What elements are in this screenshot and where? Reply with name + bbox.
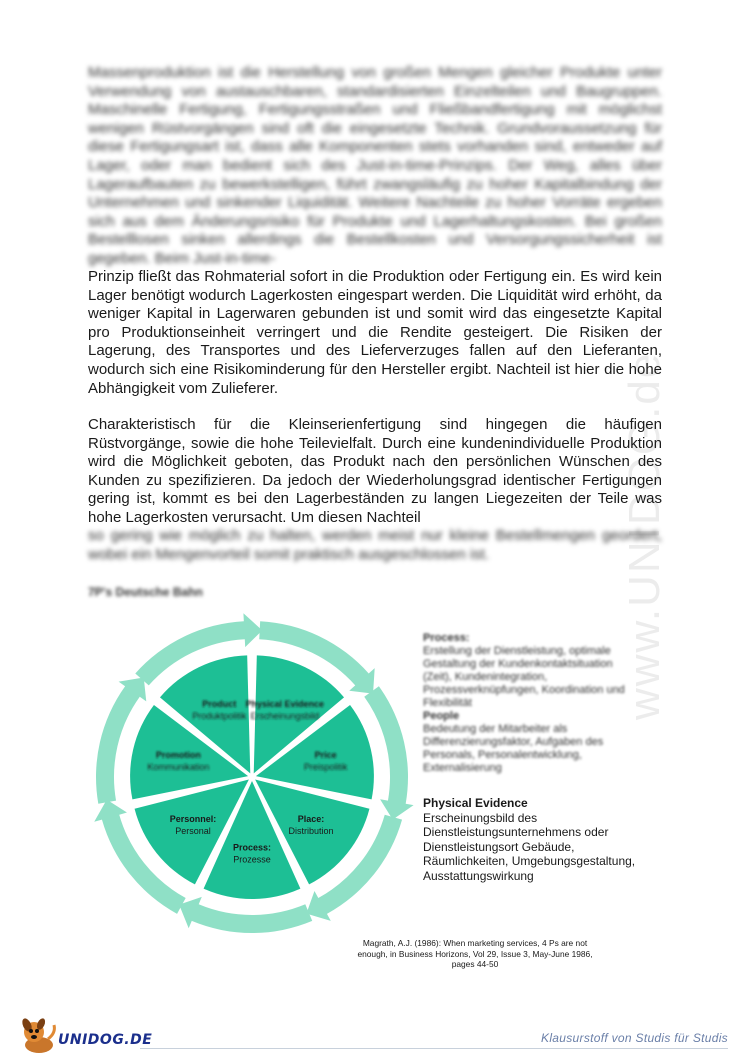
segment-title: Physical Evidence [245, 698, 325, 709]
legend-people-heading: People [423, 710, 460, 722]
legend-physical-text: Erscheinungsbild des Dienstleistungsunternehmens oder Dienstleistungsort Gebäude, Räumlichkeiten, Umgebungsgestaltung, Ausstattungswirkung [423, 810, 636, 883]
cycle-arrow-segment [364, 686, 413, 819]
segment-title: Process: [232, 842, 272, 853]
segment-title: Product [202, 698, 237, 709]
kleinserie-blurred-paragraph: so gering wie möglich zu halten, werden meist nur kleine Bestellmengen geordert, wobei ein Mengenvorteil somit praktisch ausgeschlossen ist. [88, 527, 662, 563]
legend-process-text: Erstellung der Dienstleistung, optimale Gestaltung der Kundenkontaktsituation (Zeit), Kundenintegration, Prozessverknüpfungen, Koordination und Flexibilität [423, 645, 625, 709]
segment-subtitle: Prozesse [233, 854, 271, 865]
kleinserie-paragraph: Charakteristisch für die Kleinserienfertigung sind hingegen die häufigen Rüstvorgänge, sowie die hohe Teilevielfalt. Durch eine kundenindividuelle Produktion wird die Möglichkeit geboten, das Produkt nach den persönlichen Wünschen des Kunden zu spezifizieren. Da jedoch der Wiederholungsgrad identischer Fertigungen gering ist, kommt es bei den Lagerbeständen zu langen Liegezeiten der Teile was hohe Lagerkosten verursacht. Um diesen Nachteil [88, 416, 662, 526]
legend-physical-heading: Physical Evidence [423, 796, 528, 810]
segment-title: Price [314, 750, 337, 761]
segment-title: Personnel: [169, 814, 217, 825]
segment-subtitle: Personal [175, 826, 211, 837]
citation: Magrath, A.J. (1986): When marketing services, 4 Ps are not enough, in Business Horizons, Vol 29, Issue 3, May-June 1986, pages 44-50 [357, 938, 593, 969]
legend-process-heading: Process: [423, 632, 470, 644]
segment-subtitle: Distribution [288, 826, 334, 837]
intro-paragraph: Prinzip fließt das Rohmaterial sofort in die Produktion oder Fertigung ein. Es wird kein Lager benötigt wodurch Lagerkosten eingespart werden. Die Liquidität wird erhöht, da weniger Kapital in Lagerwaren gebunden ist und somit wird das eingesetzte Kapital pro Produktionseinheit verringert und die Rendite gesteigert. Die Risiken der Lagerung, des Transportes und des Lieferverzuges fallen auf den Lieferanten, wodurch sich eine Risikominderung für den Hersteller ergibt. Nachteil ist hier die hohe Abhängigkeit vom Zulieferer. [88, 268, 662, 397]
segment-subtitle: Kommunikation [147, 762, 210, 773]
legend-physical-evidence [423, 796, 638, 883]
segment-subtitle: Preispolitik [303, 762, 348, 773]
segment-title: Place: [297, 814, 325, 825]
logo-text: UNIDOG.DE [58, 1032, 153, 1048]
legend-people-text: Bedeutung der Mitarbeiter als Differenzierungsfaktor, Aufgaben des Personals, Personalentwicklung, Externalisierung [423, 723, 604, 774]
seven-ps-diagram [80, 605, 425, 950]
segment-subtitle: Produktpolitik [192, 710, 247, 721]
footer-divider [140, 1048, 728, 1049]
cycle-arrow-segment [179, 897, 312, 933]
footer-tagline: Klausurstoff von Studis für Studis [541, 1031, 728, 1045]
segment-title: Promotion [155, 750, 201, 761]
legend-blurred-block [423, 632, 633, 775]
section-heading: 7P's Deutsche Bahn [88, 585, 203, 599]
watermark-text: www.UNIDOG.de [620, 351, 669, 720]
segment-subtitle: Erscheinungsbild [250, 710, 320, 721]
intro-blurred-paragraph: Massenproduktion ist die Herstellung von großen Mengen gleicher Produkte unter Verwendung von austauschbaren, standardisierten Einzelteilen und Baugruppen. Maschinelle Fertigung, Fertigungsstraßen und Fließbandfertigung mit möglichst wenigen Rüstvorgängen sind oft die eingesetzte Technik. Grundvoraussetzung für diese Fertigungsart ist, dass alle Komponenten stets vorhanden sind, entweder auf Lager, oder man bedient sich des Just-in-time-Prinzips. Der Weg, alles über Lageraufbauten zu bewerkstelligen, führt zwangsläufig zu hoher Kapitalbindung der Unternehmen und sinkender Liquidität. Weitere Nachteile zu hoher Vorräte ergeben sich aus dem Änderungsrisiko für Produkte und Lagerhaltungskosten. Bei großen Bestelllosen sinken allerdings die Bestellkosten und Versorgungssicherheit ist gegeben. Beim Just-in-time- [88, 64, 662, 267]
dog-logo-icon [18, 1015, 60, 1055]
